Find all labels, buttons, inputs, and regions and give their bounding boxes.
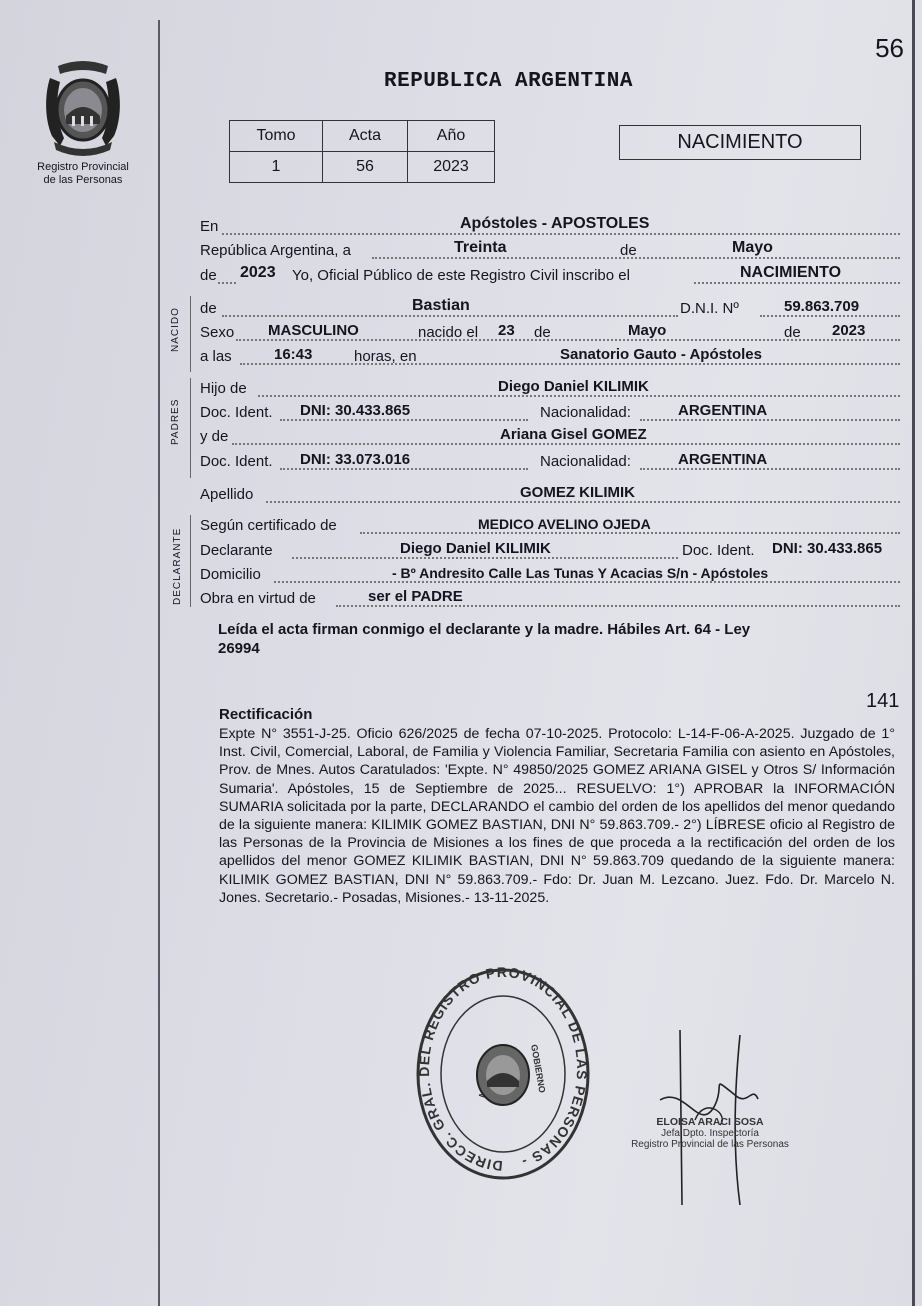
line-nombre: [200, 298, 900, 320]
line-inscripcion: [200, 265, 900, 287]
value-lugar-nac: Sanatorio Gauto - Apóstoles: [560, 346, 762, 363]
label-domicilio: Domicilio: [200, 566, 261, 583]
page-number: 56: [875, 33, 904, 63]
signatory-role: Jefa Dpto. Inspectoría: [661, 1128, 759, 1139]
table-header-acta: Acta: [323, 121, 408, 152]
left-margin-line: [158, 20, 160, 1306]
label-doc-ident-madre: Doc. Ident.: [200, 453, 273, 470]
value-certificado: MEDICO AVELINO OJEDA: [478, 516, 651, 532]
rectification-title: Rectificación: [219, 706, 313, 723]
table-value-tomo: 1: [230, 152, 323, 183]
line-madre: [200, 426, 900, 448]
value-mes: Mayo: [732, 239, 773, 256]
label-segun: Según certificado de: [200, 517, 337, 534]
value-anio-nac: 2023: [832, 322, 866, 339]
line-domicilio: [200, 564, 900, 586]
label-de-mes-nac: de: [534, 324, 551, 341]
official-seal-icon: [415, 965, 591, 1183]
statement-line-2: 26994: [218, 640, 260, 657]
line-madre-doc: [200, 451, 900, 473]
value-domicilio: - Bº Andresito Calle Las Tunas Y Acacias S/n - Apóstoles: [392, 565, 769, 581]
value-declarante: Diego Daniel KILIMIK: [400, 540, 551, 557]
nacido-divider: [190, 296, 191, 372]
value-acto: NACIMIENTO: [740, 264, 842, 281]
document-title: REPUBLICA ARGENTINA: [384, 70, 633, 93]
value-dia-nac: 23: [498, 322, 515, 339]
signatory-org: Registro Provincial de las Personas: [631, 1139, 789, 1150]
rectification-body: Expte N° 3551-J-25. Oficio 626/2025 de fecha 07-10-2025. Protocolo: L-14-F-06-A-2025. Juzgado de 1° Inst. Civil, Comercial, Laboral, de Familia y Violencia Familiar, Secretaria Familia con asiento en Apóstoles, Prov. de Mnes. Autos Caratulados: 'Expte. N° 49850/2025 GOMEZ ARIANA GISEL y Otros S/ Información Sumaria'. Apóstoles, 15 de Septiembre de 2025... RESUELVO: 1°) APROBAR la INFORMACIÓN SUMARIA solicitada por la parte, DECLARANDO el cambio del orden de los apellidos del menor quedando de la siguiente manera: KILIMIK GOMEZ BASTIAN, DNI N° 59.863.709.- 2°) LÍBRESE oficio al Registro de las Personas de la Provincia de Misiones a los fines de que proceda a la rectificación del orden de los apellidos del menor GOMEZ KILIMIK BASTIAN, DNI N° 59.863.709 quedando de la siguiente manera: KILIMIK GOMEZ BASTIAN, DNI N° 59.863.709.- Fdo: Dr. Juan M. Lezcano. Juez. Fdo. Dr. Marcelo N. Jones. Secretario.- Posadas, Misiones.- 13-11-2025.: [219, 726, 895, 906]
value-padre-nac: ARGENTINA: [678, 402, 768, 419]
signatory-block: [615, 1117, 805, 1150]
label-nacido-el: nacido el: [418, 324, 479, 341]
label-de-anio: de: [200, 267, 217, 284]
label-de-mes: de: [620, 242, 637, 259]
line-certificado: [200, 515, 900, 537]
value-hora: 16:43: [274, 346, 313, 363]
label-doc-ident-declarante: Doc. Ident.: [682, 542, 755, 559]
label-a-las: a las: [200, 348, 232, 365]
value-dni: 59.863.709: [784, 298, 860, 315]
svg-text:GOBIERNO: GOBIERNO: [529, 1043, 548, 1094]
line-padre: [200, 378, 900, 400]
label-sexo: Sexo: [200, 324, 235, 341]
label-de-anio-nac: de: [784, 324, 801, 341]
side-label-nacido: NACIDO: [170, 307, 181, 352]
registry-caption: [24, 161, 142, 187]
label-obra: Obra en virtud de: [200, 590, 316, 607]
line-fecha: [200, 240, 900, 262]
table-value-anio: 2023: [408, 152, 495, 183]
label-nacido-de: de: [200, 300, 217, 317]
statement-line-1: Leída el acta firman conmigo el declarante y la madre. Hábiles Art. 64 - Ley: [218, 621, 751, 638]
label-hijo-de: Hijo de: [200, 380, 247, 397]
value-madre: Ariana Gisel GOMEZ: [500, 426, 647, 443]
registry-line-1: Registro Provincial: [37, 161, 129, 173]
closing-statement: [218, 620, 898, 658]
value-obra: ser el PADRE: [368, 588, 463, 605]
line-lugar: [200, 216, 900, 238]
value-padre: Diego Daniel KILIMIK: [498, 378, 649, 395]
value-padre-doc: DNI: 30.433.865: [300, 402, 411, 419]
value-mes-nac: Mayo: [628, 322, 667, 339]
padres-divider: [190, 378, 191, 478]
label-apellido: Apellido: [200, 486, 254, 503]
right-edge-line: [912, 0, 915, 1306]
label-declarante: Declarante: [200, 542, 273, 559]
province-coat-of-arms-icon: [40, 58, 126, 158]
side-label-declarante: DECLARANTE: [172, 527, 183, 605]
line-hora-lugar: [200, 346, 900, 368]
label-doc-ident-padre: Doc. Ident.: [200, 404, 273, 421]
line-obra: [200, 588, 900, 610]
value-sexo: MASCULINO: [268, 322, 359, 339]
line-sexo-nacimiento: [200, 322, 900, 344]
table-value-acta: 56: [323, 152, 408, 183]
label-y-de: y de: [200, 428, 229, 445]
value-declarante-doc: DNI: 30.433.865: [772, 540, 883, 557]
line-apellido: [200, 484, 900, 506]
table-header-anio: Año: [408, 121, 495, 152]
table-header-tomo: Tomo: [230, 121, 323, 152]
rectification-number: 141: [866, 690, 900, 712]
act-type-box: NACIMIENTO: [619, 125, 861, 160]
declarante-divider: [190, 515, 191, 607]
value-anio: 2023: [240, 264, 276, 281]
line-padre-doc: [200, 402, 900, 424]
value-madre-doc: DNI: 33.073.016: [300, 451, 411, 468]
side-label-padres: PADRES: [170, 398, 181, 445]
label-horas-en: horas, en: [354, 348, 417, 365]
act-reference-table: [229, 120, 495, 183]
value-dia-letras: Treinta: [454, 239, 507, 256]
seal-ring-text: DIRECC. GRAL. DEL REGISTRO PROVINCIAL DE LAS PERSONAS -: [415, 965, 591, 1175]
registry-line-2: de las Personas: [43, 174, 123, 186]
value-madre-nac: ARGENTINA: [678, 451, 768, 468]
label-nacionalidad-madre: Nacionalidad:: [540, 453, 631, 470]
value-apellido: GOMEZ KILIMIK: [520, 484, 635, 501]
label-nacionalidad-padre: Nacionalidad:: [540, 404, 631, 421]
label-yo: Yo, Oficial Público de este Registro Civil inscribo el: [292, 267, 630, 284]
line-declarante: [200, 540, 900, 562]
label-en: En: [200, 218, 219, 235]
signatory-name: ELOISA ARACI SOSA: [656, 1116, 764, 1128]
label-republica: República Argentina, a: [200, 242, 351, 259]
value-lugar: Apóstoles - APOSTOLES: [460, 215, 650, 232]
value-nombre: Bastian: [412, 297, 470, 314]
label-dni: D.N.I. Nº: [680, 300, 739, 317]
